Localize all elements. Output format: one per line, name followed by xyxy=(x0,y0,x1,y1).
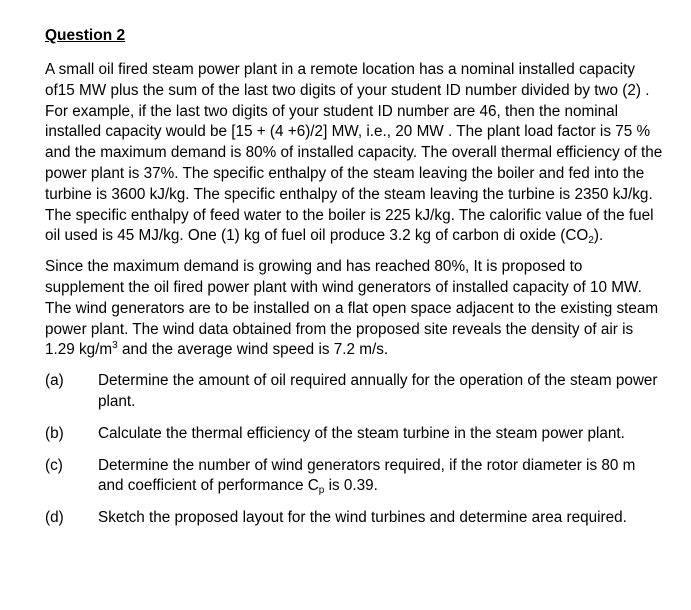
paragraph-2-end: and the average wind speed is 7.2 m/s. xyxy=(117,341,389,359)
problem-paragraph-wind xyxy=(45,257,665,361)
co2-subscript: 2 xyxy=(588,235,594,247)
question-part-a xyxy=(45,371,665,413)
problem-paragraph-steam-plant xyxy=(45,60,665,247)
part-b-label: (b) xyxy=(45,424,64,442)
part-c-text xyxy=(98,456,665,498)
cp-subscript: p xyxy=(318,485,325,497)
part-b-text: Calculate the thermal efficiency of the steam turbine in the steam power plant. xyxy=(98,424,625,442)
part-a-text: Determine the amount of oil required annually for the operation of the steam power plant. xyxy=(98,372,658,410)
paragraph-1-end: ). xyxy=(593,227,604,245)
part-d-label: (d) xyxy=(45,509,64,527)
question-document xyxy=(45,26,665,540)
part-d-text: Sketch the proposed layout for the wind turbines and determine area required. xyxy=(98,509,627,527)
cubic-superscript: 3 xyxy=(112,340,118,352)
part-c-label: (c) xyxy=(45,456,63,474)
part-c-text-end: is 0.39. xyxy=(324,477,378,495)
part-a-label: (a) xyxy=(45,372,64,390)
question-part-d xyxy=(45,508,665,529)
question-parts-list xyxy=(45,371,665,529)
paragraph-2-text: Since the maximum demand is growing and has reached 80%, It is proposed to supplement the oil fired power plant with wind generators of installed capacity of 10 MW. The wind generators are to be installed on a flat open space adjacent to the existing steam power plant. The wind data obtained from the proposed site reveals the density of air is 1.29 kg/m xyxy=(45,258,659,359)
paragraph-1-text: A small oil fired steam power plant in a remote location has a nominal installed capacity of15 MW plus the sum of the last two digits of your student ID number divided by two (2) . For example, if the last two digits of your student ID number are 46, then the nominal installed capacity would be [15 + (4 +6)/2] MW, i.e., 20 MW . The plant load factor is 75 % and the maximum demand is 80% of installed capacity. The overall thermal efficiency of the power plant is 37%. The specific enthalpy of the steam leaving the boiler and fed into the turbine is 3600 kJ/kg. The specific enthalpy of the steam leaving the turbine is 2350 kJ/kg. The specific enthalpy of feed water to the boiler is 225 kJ/kg. The calorific value of the fuel oil used is 45 MJ/kg. One (1) kg of fuel oil produce 3.2 kg of carbon di oxide (CO xyxy=(45,61,663,245)
question-part-b xyxy=(45,424,665,445)
question-part-c xyxy=(45,456,665,498)
question-title: Question 2 xyxy=(45,27,126,44)
part-c-text-main: Determine the number of wind generators required, if the rotor diameter is 80 m and coefficient of performance C xyxy=(98,456,636,495)
